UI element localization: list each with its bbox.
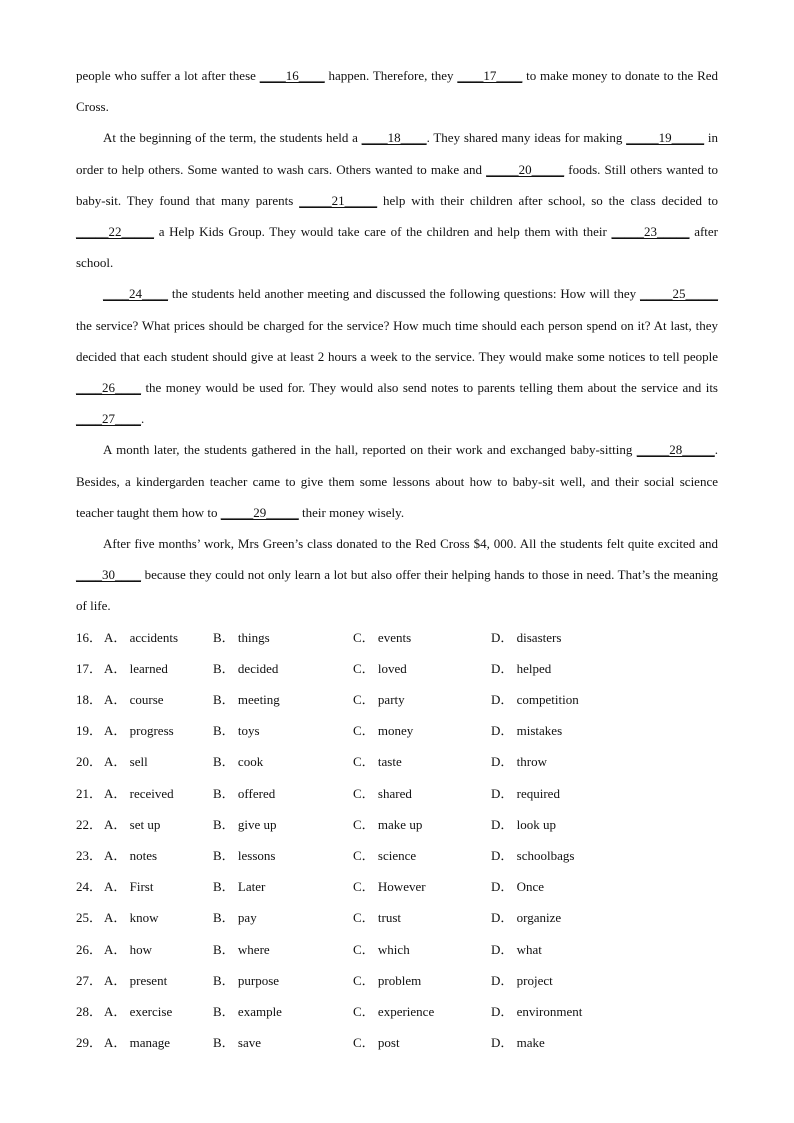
question-row bbox=[76, 902, 718, 933]
passage-text: to make money to donate to the Red Cross. bbox=[76, 68, 719, 115]
question-number: 17． bbox=[76, 660, 103, 676]
passage-text: A month later, the students gathered in the hall, reported on their work and exchanged baby-sitting bbox=[103, 442, 637, 458]
question-row bbox=[76, 996, 718, 1027]
passage-text: . They shared many ideas for making bbox=[426, 130, 627, 146]
question-row bbox=[76, 715, 718, 746]
option-c: C． However bbox=[353, 879, 426, 895]
question-number: 27． bbox=[76, 972, 103, 988]
option-c: C． money bbox=[353, 723, 414, 739]
option-d: D． Once bbox=[491, 879, 545, 895]
question-number: 25． bbox=[76, 910, 103, 926]
option-b: B． cook bbox=[213, 754, 264, 770]
answer-blank: ____18____ bbox=[361, 130, 427, 146]
question-number: 16． bbox=[76, 629, 103, 645]
option-d: D． environment bbox=[491, 1003, 583, 1019]
answer-blank: ____24____ bbox=[103, 286, 168, 302]
option-a: A． First bbox=[104, 879, 154, 895]
passage-text: people who suffer a lot after these bbox=[76, 68, 260, 83]
option-d: D． helped bbox=[491, 660, 552, 676]
question-row bbox=[76, 622, 718, 653]
option-b: B． things bbox=[213, 629, 270, 645]
question-number: 21． bbox=[76, 785, 103, 801]
passage-text: help with their children after school, so the class decided to bbox=[377, 192, 719, 208]
option-a: A． learned bbox=[104, 660, 168, 676]
question-number: 26． bbox=[76, 941, 103, 957]
document-page bbox=[76, 60, 718, 1058]
option-b: B． decided bbox=[213, 660, 279, 676]
option-c: C． loved bbox=[353, 660, 407, 676]
answer-blank: _____20_____ bbox=[486, 161, 565, 177]
option-b: B． give up bbox=[213, 816, 277, 832]
option-c: C． post bbox=[353, 1035, 400, 1051]
option-c: C． experience bbox=[353, 1003, 435, 1019]
passage-text: the money would be used for. They would also send notes to parents telling them about the service and its bbox=[141, 380, 718, 396]
answer-blank: ____16____ bbox=[259, 68, 325, 83]
passage-text: . bbox=[141, 411, 145, 427]
answer-blank: _____29_____ bbox=[220, 504, 299, 520]
answer-blank: _____25_____ bbox=[640, 286, 718, 302]
cloze-passage bbox=[76, 60, 718, 622]
option-b: B． pay bbox=[213, 910, 257, 926]
option-a: A． sell bbox=[104, 754, 148, 770]
option-d: D． throw bbox=[491, 754, 547, 770]
passage-text: foods. Still others wanted to baby-sit. They found that many parents bbox=[76, 161, 718, 208]
option-d: D． project bbox=[491, 972, 553, 988]
answer-blank: _____23_____ bbox=[611, 224, 690, 240]
option-a: A． know bbox=[104, 910, 159, 926]
option-c: C． make up bbox=[353, 816, 423, 832]
option-a: A． exercise bbox=[104, 1003, 173, 1019]
passage-paragraph bbox=[76, 434, 718, 528]
passage-text: After five months’ work, Mrs Green’s class donated to the Red Cross $4, 000. All the students felt quite excited and bbox=[103, 536, 718, 552]
option-a: A． notes bbox=[104, 847, 158, 863]
option-b: B． save bbox=[213, 1035, 262, 1051]
option-c: C． taste bbox=[353, 754, 402, 770]
option-d: D． organize bbox=[491, 910, 562, 926]
option-d: D． disasters bbox=[491, 629, 562, 645]
answer-blank: _____22_____ bbox=[76, 224, 154, 240]
option-a: A． manage bbox=[104, 1035, 171, 1051]
passage-text: a Help Kids Group. They would take care of the children and help them with their bbox=[154, 224, 612, 240]
option-a: A． present bbox=[104, 972, 168, 988]
passage-text: At the beginning of the term, the students held a bbox=[103, 130, 362, 146]
option-d: D． mistakes bbox=[491, 723, 563, 739]
question-number: 19． bbox=[76, 723, 103, 739]
option-c: C． shared bbox=[353, 785, 412, 801]
answer-blank: _____28_____ bbox=[636, 442, 715, 458]
passage-text: happen. Therefore, they bbox=[324, 68, 458, 83]
option-b: B． purpose bbox=[213, 972, 280, 988]
question-options bbox=[76, 622, 718, 1059]
question-row bbox=[76, 840, 718, 871]
passage-text: in order to help others. Some wanted to wash cars. Others wanted to make and bbox=[76, 130, 718, 177]
question-number: 23． bbox=[76, 847, 103, 863]
answer-blank: ____26____ bbox=[76, 380, 141, 396]
question-number: 24． bbox=[76, 879, 103, 895]
option-c: C． problem bbox=[353, 972, 422, 988]
passage-paragraph bbox=[76, 278, 718, 434]
question-number: 22． bbox=[76, 816, 103, 832]
option-b: B． meeting bbox=[213, 692, 280, 708]
passage-paragraph bbox=[76, 122, 718, 278]
question-row bbox=[76, 746, 718, 777]
passage-text: the service? What prices should be charged for the service? How much time should each person spend on it? At last, they decided that each student should give at least 2 hours a week to the service. They would make some notices to tell people bbox=[76, 317, 718, 364]
option-d: D． make bbox=[491, 1035, 545, 1051]
option-b: B． Later bbox=[213, 879, 266, 895]
option-a: A． set up bbox=[104, 816, 161, 832]
question-number: 29． bbox=[76, 1035, 103, 1051]
option-c: C． trust bbox=[353, 910, 402, 926]
option-c: C． which bbox=[353, 941, 410, 957]
option-a: A． how bbox=[104, 941, 153, 957]
question-number: 20． bbox=[76, 754, 103, 770]
option-a: A． progress bbox=[104, 723, 174, 739]
passage-text: the students held another meeting and discussed the following questions: How will they bbox=[168, 286, 640, 302]
option-b: B． toys bbox=[213, 723, 260, 739]
option-d: D． what bbox=[491, 941, 542, 957]
answer-blank: _____19_____ bbox=[626, 130, 705, 146]
question-row bbox=[76, 809, 718, 840]
option-a: A． course bbox=[104, 692, 164, 708]
answer-blank: ____27____ bbox=[76, 411, 141, 427]
question-row bbox=[76, 965, 718, 996]
option-c: C． party bbox=[353, 692, 405, 708]
option-c: C． science bbox=[353, 847, 417, 863]
option-d: D． competition bbox=[491, 692, 579, 708]
answer-blank: ____17____ bbox=[457, 68, 523, 83]
question-row bbox=[76, 1027, 718, 1058]
passage-text: . Besides, a kindergarden teacher came to give them some lessons about how to baby-sit well, and their social science teacher taught them how to bbox=[76, 442, 718, 520]
option-d: D． schoolbags bbox=[491, 847, 575, 863]
question-row bbox=[76, 778, 718, 809]
question-number: 18． bbox=[76, 692, 103, 708]
option-b: B． lessons bbox=[213, 847, 276, 863]
option-b: B． example bbox=[213, 1003, 282, 1019]
passage-text: after school. bbox=[76, 224, 719, 271]
option-d: D． required bbox=[491, 785, 560, 801]
passage-text: because they could not only learn a lot but also offer their helping hands to those in need. That’s the meaning of life. bbox=[76, 567, 718, 614]
question-row bbox=[76, 684, 718, 715]
option-b: B． offered bbox=[213, 785, 276, 801]
passage-text: their money wisely. bbox=[298, 504, 405, 520]
passage-paragraph bbox=[76, 60, 718, 122]
answer-blank: _____21_____ bbox=[299, 192, 378, 208]
option-d: D． look up bbox=[491, 816, 557, 832]
option-a: A． accidents bbox=[104, 629, 179, 645]
option-b: B． where bbox=[213, 941, 270, 957]
question-row bbox=[76, 871, 718, 902]
option-a: A． received bbox=[104, 785, 174, 801]
question-row bbox=[76, 653, 718, 684]
answer-blank: ____30____ bbox=[76, 567, 141, 583]
question-row bbox=[76, 934, 718, 965]
passage-paragraph bbox=[76, 528, 718, 622]
question-number: 28． bbox=[76, 1003, 103, 1019]
option-c: C． events bbox=[353, 629, 412, 645]
